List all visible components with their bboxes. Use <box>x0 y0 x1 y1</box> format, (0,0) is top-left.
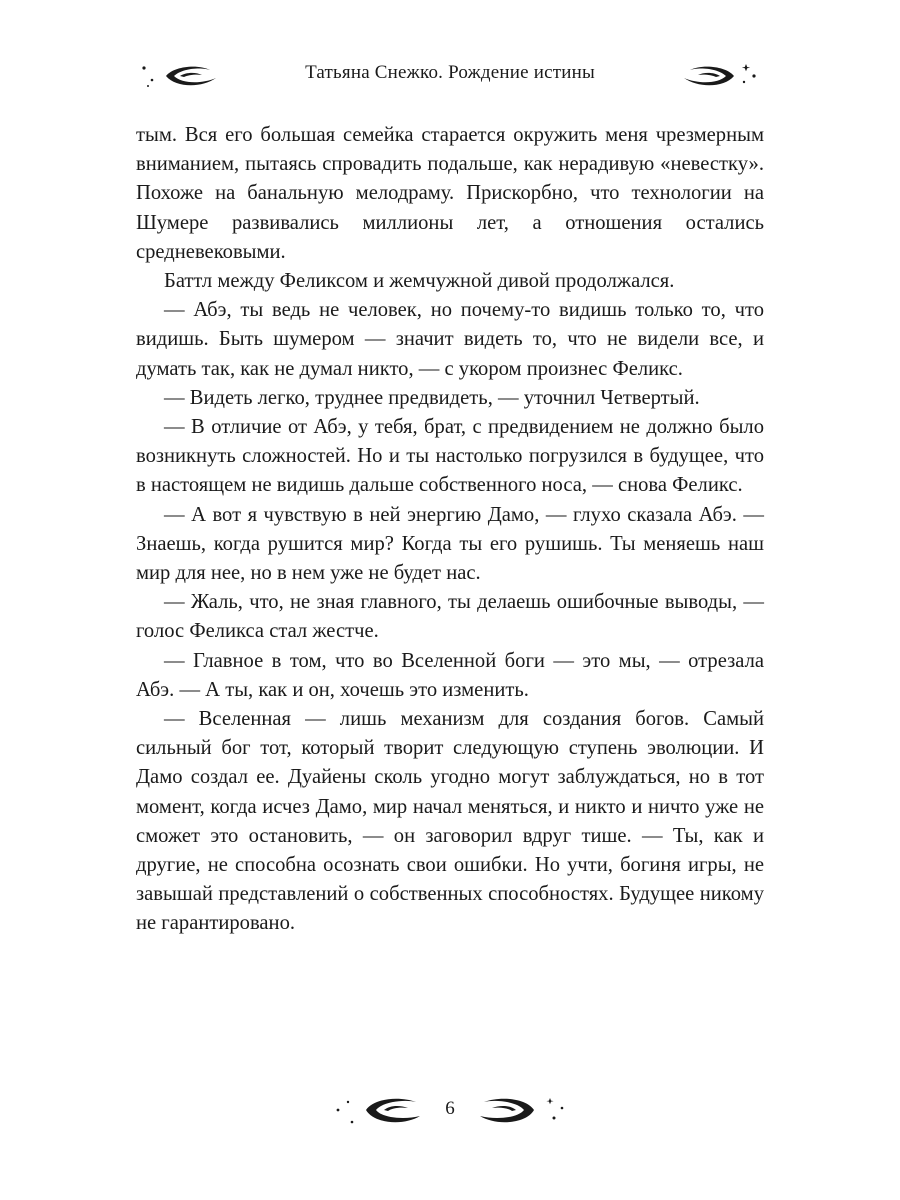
swirl-star-icon <box>674 58 764 94</box>
paragraph: — А вот я чувствую в ней энергию Дамо, — глухо сказала Абэ. — Знаешь, когда рушится мир? Когда ты его рушишь. Ты меняешь наш мир для нее, но в нем уже не будет нас. <box>136 503 764 585</box>
paragraph: — Жаль, что, не зная главного, ты делаешь ошибочные выводы, — голос Феликса стал жестче. <box>136 591 764 643</box>
running-title: Татьяна Снежко. Рождение истины <box>305 62 595 83</box>
paragraph: — Главное в том, что во Вселенной боги — это мы, — отрезала Абэ. — А ты, как и он, хочешь это изменить. <box>136 649 764 701</box>
paragraph: — Абэ, ты ведь не человек, но почему-то видишь только то, что видишь. Быть шумером — значит видеть то, что не видели все, и думать так, как не думал никто, — с укором произнес Феликс. <box>136 299 764 380</box>
page-number: 6 <box>445 1098 455 1119</box>
paragraph: — Вселенная — лишь механизм для создания богов. Самый сильный бог тот, который творит следующую ступень эволюции. И Дамо создал ее. Дуайены сколь угодно могут заблуждаться, но в тот момент, когда исчез Дамо, мир начал меняться, и никто и ничто уже не сможет это остановить, — он заговорил вдруг тише. — Ты, как и другие, не способна осознать свои ошибки. Но учти, богиня игры, не завышай представлений о собственных способностях. Будущее никому не гарантировано. <box>136 708 764 935</box>
body-text <box>136 121 764 939</box>
running-header <box>130 58 770 94</box>
paragraph: — Видеть легко, труднее предвидеть, — уточнил Четвертый. <box>164 386 700 409</box>
page-footer <box>330 1090 570 1130</box>
swirl-star-icon <box>470 1090 570 1130</box>
paragraph: тым. Вся его большая семейка старается окружить меня чрезмерным вниманием, пытаясь спровадить подальше, как нерадивую «невестку». Похоже на банальную мелодраму. Прискорбно, что технологии на Шумере развивались миллионы лет, а отношения остались средневековыми. <box>136 124 764 263</box>
paragraph: — В отличие от Абэ, у тебя, брат, с предвидением не должно было возникнуть сложностей. Но и ты настолько погрузился в будущее, что в настоящем не видишь дальше собственного носа, — снова Феликс. <box>136 416 764 497</box>
paragraph: Баттл между Феликсом и жемчужной дивой продолжался. <box>164 270 675 293</box>
